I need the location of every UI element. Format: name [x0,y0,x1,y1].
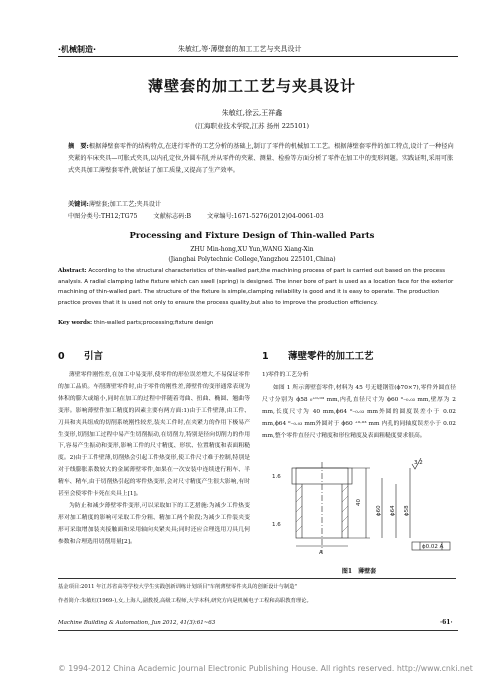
section-0-title: 引言 [84,351,104,362]
section-1-body [262,370,456,442]
classification-line [68,211,456,220]
abstract-en-label: Abstract: [58,268,87,274]
figure-label: 40 [356,499,362,506]
figure-label: ϕ64 [390,505,396,516]
footnote-divider [58,578,456,579]
keywords-cn [68,199,456,208]
paper-title-cn: 薄壁套的加工工艺与夹具设计 [147,77,356,95]
keywords-en-text: thin-walled parts;processing;fixture design [93,320,214,326]
authors-cn: 朱敏红,徐云,王祥鑫 [221,109,283,117]
section-1-title: 薄壁零件的加工工艺 [288,351,374,362]
section-1-number: 1 [262,351,269,362]
figure-1-caption: 图1 薄壁套 [341,568,377,575]
keywords-en [58,320,456,326]
figure-label: 1.6 [272,522,281,528]
running-title: 朱敏红,等·薄壁套的加工工艺与夹具设计 [178,45,302,53]
keywords-en-label: Key words: [58,320,93,326]
abstract-cn [68,141,456,176]
article-number: 文章编号:1671-5276(2012)04-0061-03 [206,213,324,220]
abstract-cn-label: 摘 要: [68,143,89,150]
abstract-en [58,266,456,308]
figure-label: ϕ60 [376,505,382,516]
header-divider [58,56,458,57]
abstract-en-text: According to the structural characteristics of thin-walled part,the machining process of part is carried out based on the process analysis. A radial clamping lathe fixture which can swell (spring) is designed. The inner bore of part is used as a location face for the exterior machining of thin-walled part. The structure of the fixture is simple,clamping reliability is good and it is easy to operate. The production practice proves that it is used not only to ensure the process quality,but also to improve the production efficiency. [58,268,454,306]
keywords-cn-label: 关键词: [68,201,89,208]
section-1-subheading: 1)零件的工艺分析 [262,372,309,378]
footnote-funding: 基金项目:2011 年江苏省高等学校大学生实践创新训练计划项目"车削薄壁零件夹具的创新设计与制造" [58,584,297,590]
copyright-notice: © 1994-2012 China Academic Journal Electronic Publishing House. All rights reserved. http://www.cnki.net [58,664,473,673]
authors-en: ZHU Min-hong,XU Yun,WANG Xiang-Xin [190,246,314,253]
affiliation-en: (Jianghai Polytechnic College,Yangzhou 225101,China) [168,256,336,263]
figure-label: ϕ0.02 A [422,544,444,550]
affiliation-cn: (江海职业技术学院,江苏 扬州 225101) [194,122,310,130]
figure-label: ϕ58 [404,505,410,516]
figure-label: A [319,550,323,556]
clc-number: 中图分类号:TH12;TG75 [68,213,138,220]
keywords-cn-text: 薄壁套;加工工艺;夹具设计 [88,201,162,208]
paper-title-en: Processing and Fixture Design of Thin-walled Parts [129,231,375,241]
footnote-author: 作者简介:朱敏红(1969-),女,上海人,副教授,高级工程师,大学本科,研究方向是机械电子工程和高职教育理论。 [58,598,312,604]
section-1-paragraph: 如图 1 所示薄壁套零件,材料为 45 号无缝钢管(ϕ70×7),零件外圆直径尺寸分别为 ϕ58 ₀⁺⁰·⁰³ mm,内孔直径尺寸为 ϕ60 ⁰₋₀.₀₃ mm,壁厚为 2 mm,长度尺寸为 40 mm,ϕ64 ⁰₋₀.₀₃ mm外圆的圆度误差小于 0.02 mm,ϕ64 ⁰₋₀.₀₃ mm外圆对于 ϕ60 ⁺⁰·⁰³ mm 内孔的同轴度误差小于 0.02 mm,整个零件直径尺寸精度和形位精度及表面粗糙度要求很高。 [262,384,456,439]
section-0-paragraph: 为防止和减少薄壁零件变形,可以采取如下的工艺措施:为减少工件热变形对加工精度的影响可采取工件分粗、精加工两个阶段;为减少工件装夹变形可采取增加装夹接触面和采用轴向夹紧夹具;同时还应合理选用刀具几何参数和合理选用切削用量[2]。 [58,502,250,545]
section-0-body [58,370,250,549]
document-code: 文献标志码:B [153,213,191,220]
section-0-paragraph: 薄壁零件刚性差,在加工中易变形,使零件的形位误差增大,不易保证零件的加工品质。车削薄壁零件时,由于零件的刚性差,薄壁件的变形通常表现为体积的膨大或缩小,同时在加工的过程中伴随着弯曲、扭曲、椭圆、翘曲等变形。影响薄壁件加工精度的因素主要有两方面:1)由于工件壁薄,由工件、刀具和夹具组成的切削系统刚性较差,装夹工件时,在夹紧力的作用下极易产生变形,切削加工过程中易产生切削振动,在切削力,特别是径向切削力的作用下,容易产生振动和变形,影响工件的尺寸精度、形状、位置精度和表面粗糙度。2)由于工件壁薄,切削热会引起工件热变形,使工件尺寸难于控制,特别是对于线膨胀系数较大的金属薄壁零件,如果在一次安装中连续进行粗车、半精车、精车,由于切削热引起的零件热变形,会对尺寸精度产生很大影响,有时甚至会使零件卡死在夹具上[1]。 [58,372,250,498]
abstract-cn-text: 根据薄壁套零件的结构特点,在进行零件的工艺分析的基础上,制订了零件的机械加工工艺。根据薄壁套零件的加工特点,设计了一种径向夹紧的车床夹具—可胀式夹具,以内孔定位,外圆车削,并从零件的夹紧、测量、检验等方面分析了零件在加工中的变形问题。实践证明,采用可胀式夹具加工薄壁套零件,就保证了加工质量,又提高了生产效率。 [68,143,454,174]
section-0-heading [58,348,103,362]
journal-citation: Machine Building & Automation, Jun 2012, 41(3):61~63 [58,620,216,626]
figure-label: 1.6 [272,474,281,480]
journal-section: ·机械制造· [58,45,97,54]
page-number: ·61· [440,619,453,626]
section-1-heading [262,348,374,362]
footer-divider [58,630,458,631]
figure-label: 3.2 [414,460,423,466]
section-0-number: 0 [58,351,65,362]
figure-1-drawing [262,458,456,558]
